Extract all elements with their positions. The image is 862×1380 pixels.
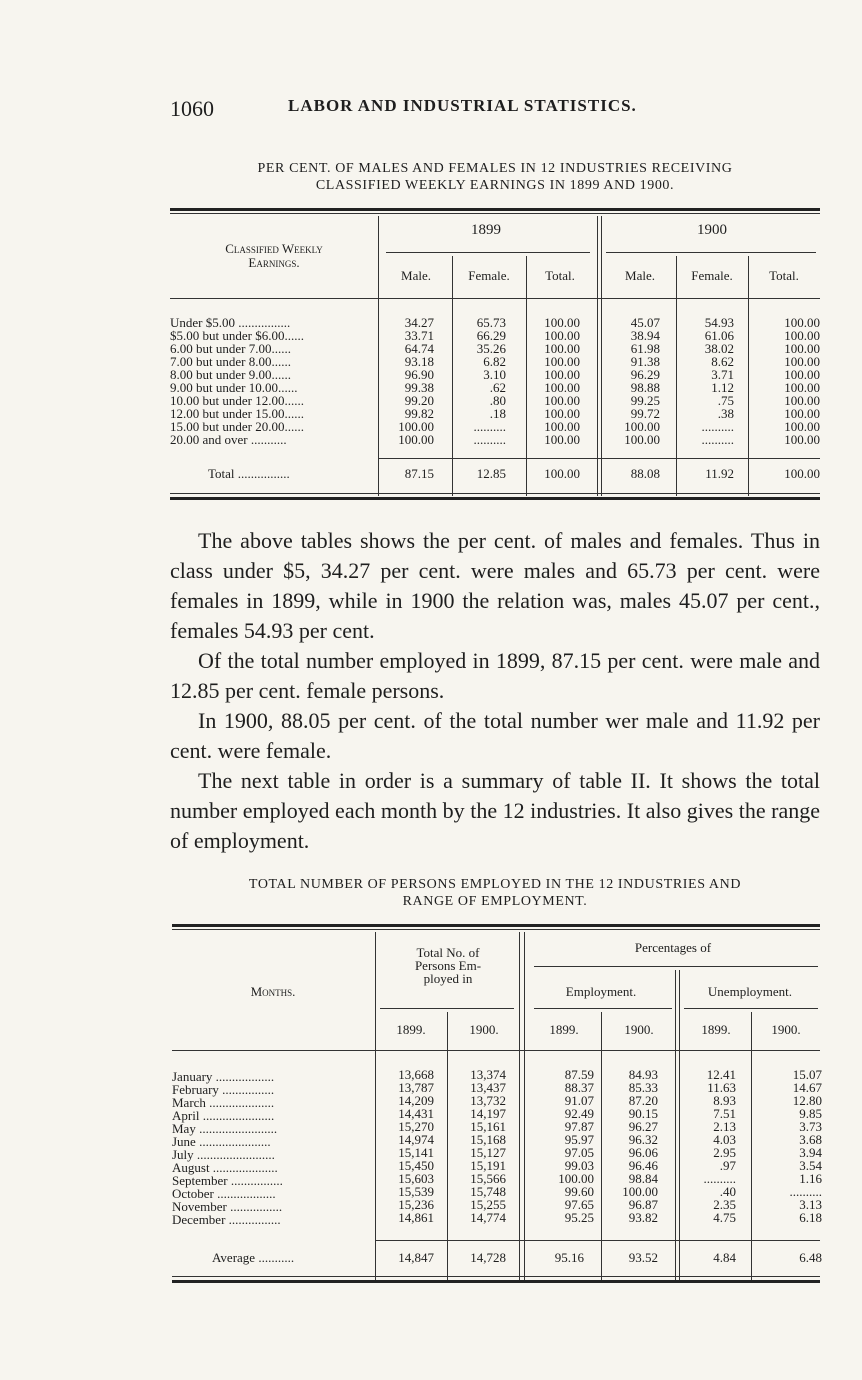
table1-total-t99: 100.00	[544, 466, 580, 481]
table1-year1-underline	[386, 252, 590, 253]
table2-cell: 100.00	[622, 1184, 658, 1199]
table2-cell: .97	[719, 1158, 736, 1173]
table1-cell: 8.62	[711, 354, 734, 369]
table2-col-n00: 1900.	[469, 1022, 499, 1037]
table2-cell: 15,603	[398, 1171, 434, 1186]
table2-cell: 14,974	[398, 1132, 434, 1147]
table1-cell: .75	[717, 393, 734, 408]
table1-total-m99: 87.15	[404, 466, 434, 481]
table1-total-t00: 100.00	[784, 466, 820, 481]
table2-cell: 15,168	[470, 1132, 506, 1147]
table2-col-e00: 1900.	[624, 1022, 654, 1037]
table1-cell: 54.93	[704, 315, 734, 330]
table2-cell: 15,748	[470, 1184, 506, 1199]
table1-cell: 100.00	[544, 315, 580, 330]
table2-cell: 1.16	[799, 1171, 822, 1186]
table1-cell: 34.27	[404, 315, 434, 330]
running-title: LABOR AND INDUSTRIAL STATISTICS.	[288, 96, 637, 115]
table2-caption-line2: RANGE OF EMPLOYMENT.	[402, 894, 588, 909]
table1-col-f99	[454, 316, 506, 446]
table2-row-label: May ........................	[172, 1121, 278, 1136]
table1-cell: 99.38	[404, 380, 434, 395]
table2-row-label: January ..................	[172, 1069, 275, 1084]
table1-cell: 100.00	[544, 367, 580, 382]
table2-cell: 15,161	[470, 1119, 506, 1134]
table2-cell: 13,437	[470, 1080, 506, 1095]
table1-row-label: 6.00 but under 7.00......	[170, 341, 291, 356]
table2-col-e99-values	[526, 1068, 594, 1224]
table1-row-label: 9.00 but under 10.00......	[170, 380, 298, 395]
table1-col-total-1900: Total.	[769, 268, 799, 283]
table1-total-f99: 12.85	[476, 466, 506, 481]
table2-row-label: June ......................	[172, 1134, 271, 1149]
table1-col-t99	[526, 316, 580, 446]
table1-cell: 96.29	[630, 367, 660, 382]
table2-cell: 12.41	[706, 1067, 736, 1082]
table2-row-label: August ....................	[172, 1160, 278, 1175]
paragraph-2: Of the total number employed in 1899, 87.15 per cent. were male and 12.85 per cent. female persons.	[170, 648, 820, 703]
table1-cell: 100.00	[784, 341, 820, 356]
table1-cell: 99.82	[404, 406, 434, 421]
table2-col-e00-values	[602, 1068, 658, 1224]
table1-cell: 100.00	[544, 419, 580, 434]
table2-cell: 15,270	[398, 1119, 434, 1134]
table1-col-female-1900: Female.	[691, 268, 733, 283]
table2-cell: 9.85	[799, 1106, 822, 1121]
table1-cell: 61.98	[630, 341, 660, 356]
table1-cell: ..........	[701, 432, 734, 447]
table2-col-n99: 1899.	[396, 1022, 426, 1037]
table2-stub-header: Months.	[250, 984, 296, 999]
table1-cell: 100.00	[784, 380, 820, 395]
table1-cell: 64.74	[404, 341, 434, 356]
table2-cell: 13,787	[398, 1080, 434, 1095]
table1-cell: 100.00	[544, 341, 580, 356]
table2-cell: 88.37	[564, 1080, 594, 1095]
table2-bottom-rule-inner	[172, 1276, 820, 1277]
table1-cell: 100.00	[624, 419, 660, 434]
table1-row-label: Under $5.00 ................	[170, 315, 291, 330]
table2-cell: 15,539	[398, 1184, 434, 1199]
table2-average-n99: 14,847	[398, 1250, 434, 1265]
table2-cell: 14,197	[470, 1106, 506, 1121]
table2-cell: 13,732	[470, 1093, 506, 1108]
table2-cell: 6.18	[799, 1210, 822, 1225]
table1-caption-line1: PER CENT. OF MALES AND FEMALES IN 12 INDUSTRIES RECEIVING	[257, 161, 733, 176]
table1-top-rule	[170, 208, 820, 211]
table1-cell: 93.18	[404, 354, 434, 369]
table2-cell: 87.59	[564, 1067, 594, 1082]
table2-cell: 3.94	[799, 1145, 822, 1160]
table1-cell: 3.10	[483, 367, 506, 382]
table2-cell: 2.95	[713, 1145, 736, 1160]
table2-cell: 11.63	[707, 1080, 736, 1095]
table2-cell: 3.68	[799, 1132, 822, 1147]
table2-average-n00: 14,728	[470, 1250, 506, 1265]
table2-col-u99-values	[680, 1068, 736, 1224]
table2-top-rule-inner	[172, 929, 820, 930]
table2-row-label: March ....................	[172, 1095, 275, 1110]
page-number: 1060	[170, 96, 214, 121]
table2-group1-line2: Persons Em-	[414, 958, 482, 973]
table1-bottom-rule	[170, 497, 820, 500]
table1-col-total-1899: Total.	[545, 268, 575, 283]
table2-cell: 15,127	[470, 1145, 506, 1160]
table2-cell: 96.46	[628, 1158, 658, 1173]
table2-cell: 93.82	[628, 1210, 658, 1225]
table1-cell: 65.73	[476, 315, 506, 330]
table1-cell: 33.71	[404, 328, 434, 343]
table1-cell: 100.00	[544, 393, 580, 408]
table2-cell: 7.51	[713, 1106, 736, 1121]
body-text	[170, 526, 820, 856]
table2-cell: 8.93	[713, 1093, 736, 1108]
table1-cell: .18	[489, 406, 506, 421]
table2-cell: 4.75	[713, 1210, 736, 1225]
table2-cell: 15,450	[398, 1158, 434, 1173]
table2-employment-underline	[534, 1008, 672, 1009]
table2-average-label: Average ...........	[212, 1250, 295, 1265]
table2-cell: 15,191	[470, 1158, 506, 1173]
table2-bottom-rule	[172, 1280, 820, 1283]
table1-cell: 98.88	[630, 380, 660, 395]
table2-cell: 96.32	[628, 1132, 658, 1147]
table2-cell: 13,668	[398, 1067, 434, 1082]
table2-cell: 95.25	[564, 1210, 594, 1225]
table2-cell: 98.84	[628, 1171, 658, 1186]
table1-vline-1	[452, 256, 453, 496]
table1-cell: 100.00	[784, 419, 820, 434]
table2-row-label: July ........................	[172, 1147, 275, 1162]
table2-vline-2a	[519, 932, 520, 1280]
table2-col-n99-values	[376, 1068, 434, 1224]
table1-cell: 99.72	[630, 406, 660, 421]
table1-cell: .62	[489, 380, 506, 395]
table1-total-m00: 88.08	[630, 466, 660, 481]
table1-year-1899: 1899	[471, 222, 501, 238]
table1-stub-header-line1: Classified Weekly	[225, 241, 323, 256]
table2-average-e00: 93.52	[628, 1250, 658, 1265]
table2-group1-line1: Total No. of	[416, 945, 480, 960]
table2-row-label: November ................	[172, 1199, 283, 1214]
table1-col-male-1899: Male.	[401, 268, 431, 283]
table1-stub-header	[170, 242, 378, 270]
table2-caption	[170, 876, 820, 910]
table1-cell: 100.00	[398, 432, 434, 447]
table2-vline-2b	[524, 932, 525, 1280]
table2-cell: 14,774	[470, 1210, 506, 1225]
table1-cell: 38.94	[630, 328, 660, 343]
table1-row-label: 15.00 but under 20.00......	[170, 419, 304, 434]
table2-col-u00: 1900.	[771, 1022, 801, 1037]
table1-cell: 100.00	[784, 367, 820, 382]
table1-row-label: 8.00 but under 9.00......	[170, 367, 291, 382]
table1-row-label: 20.00 and over ...........	[170, 432, 287, 447]
table1-total-label: Total ................	[208, 466, 290, 481]
table1-cell: 91.38	[630, 354, 660, 369]
table2-unemployment-underline	[684, 1008, 818, 1009]
table1-cell: 35.26	[476, 341, 506, 356]
table1-cell: 100.00	[784, 406, 820, 421]
table1-year-1900: 1900	[697, 222, 727, 238]
table2-cell: 99.60	[564, 1184, 594, 1199]
table1-vline-3a	[597, 216, 598, 496]
table2-cell: 3.13	[799, 1197, 822, 1212]
table1-cell: 3.71	[711, 367, 734, 382]
table2-group2-underline	[534, 966, 818, 967]
table2-col-e99: 1899.	[549, 1022, 579, 1037]
table1-cell: 100.00	[784, 432, 820, 447]
table1-cell: ..........	[473, 419, 506, 434]
table2-cell: 15,141	[398, 1145, 434, 1160]
table2-col-u99: 1899.	[701, 1022, 731, 1037]
table2-cell: 87.20	[628, 1093, 658, 1108]
table2-cell: 97.05	[564, 1145, 594, 1160]
table1-bottom-rule-inner	[170, 493, 820, 494]
table2-cell: 14,209	[398, 1093, 434, 1108]
table2-col-n00-values	[448, 1068, 506, 1224]
table2-cell: ..........	[703, 1171, 736, 1186]
table2-row-label: February ................	[172, 1082, 275, 1097]
table2-cell: 3.54	[799, 1158, 822, 1173]
table1-cell: 100.00	[544, 432, 580, 447]
table1-col-f00	[676, 316, 734, 446]
table1-header-rule	[170, 298, 820, 299]
table1-row-label: 12.00 but under 15.00......	[170, 406, 304, 421]
table2-cell: 3.73	[799, 1119, 822, 1134]
table1-cell: 100.00	[544, 354, 580, 369]
table2-cell: 15,255	[470, 1197, 506, 1212]
table1-cell: 100.00	[784, 328, 820, 343]
table2-cell: 96.27	[628, 1119, 658, 1134]
table2-cell: 14,431	[398, 1106, 434, 1121]
table1-cell: 100.00	[784, 354, 820, 369]
table1-col-t00	[748, 316, 820, 446]
table2-cell: 2.13	[713, 1119, 736, 1134]
table1-cell: 45.07	[630, 315, 660, 330]
table2-cell: 15,236	[398, 1197, 434, 1212]
table2-header-rule	[172, 1050, 820, 1051]
table1-cell: 1.12	[711, 380, 734, 395]
paragraph-3: In 1900, 88.05 per cent. of the total number wer male and 11.92 per cent. were female.	[170, 708, 820, 763]
table2-cell: 15.07	[792, 1067, 822, 1082]
table2-average-u99: 4.84	[713, 1250, 736, 1265]
table2-cell: 14.67	[792, 1080, 822, 1095]
table1-cell: 100.00	[544, 328, 580, 343]
table2-row-label: October ..................	[172, 1186, 276, 1201]
table1-cell: 100.00	[784, 393, 820, 408]
table2-cell: 95.97	[564, 1132, 594, 1147]
table2-cell: 97.65	[564, 1197, 594, 1212]
table1-cell: 6.82	[483, 354, 506, 369]
table2-cell: 85.33	[628, 1080, 658, 1095]
table1-cell: .80	[489, 393, 506, 408]
table2-cell: 99.03	[564, 1158, 594, 1173]
table2-caption-line1: TOTAL NUMBER OF PERSONS EMPLOYED IN THE 12 INDUSTRIES AND	[248, 877, 742, 892]
table2-cell: ..........	[789, 1184, 822, 1199]
table2-row-labels	[172, 1070, 372, 1226]
table2-col-u00-values	[752, 1068, 822, 1224]
table2-cell: 2.35	[713, 1197, 736, 1212]
table1-cell: ..........	[701, 419, 734, 434]
table2-cell: .40	[719, 1184, 736, 1199]
table2-cell: 100.00	[558, 1171, 594, 1186]
paragraph-4: The next table in order is a summary of table II. It shows the total number employed each month by the 12 industries. It also gives the range of employment.	[170, 768, 820, 853]
table2-row-label: December ................	[172, 1212, 281, 1227]
table2-cell: 12.80	[792, 1093, 822, 1108]
table1-cell: 38.02	[704, 341, 734, 356]
paragraph-1: The above tables shows the per cent. of males and females. Thus in class under $5, 34.27 per cent. were males and 65.73 per cent. were females in 1899, while in 1900 the relation was, males 45.07 per cent., females 54.93 per cent.	[170, 528, 820, 643]
table1-cell: 96.90	[404, 367, 434, 382]
table1-total-rule	[378, 458, 820, 459]
table2-cell: 96.87	[628, 1197, 658, 1212]
table1-row-label: 10.00 but under 12.00......	[170, 393, 304, 408]
table1-cell: 100.00	[624, 432, 660, 447]
table1-cell: 100.00	[544, 380, 580, 395]
table1-caption	[170, 160, 820, 194]
table2-cell: 96.06	[628, 1145, 658, 1160]
table2-sub-unemployment: Unemployment.	[707, 984, 793, 999]
table1-year2-underline	[606, 252, 816, 253]
table1-row-labels	[170, 316, 376, 446]
table2-cell: 4.03	[713, 1132, 736, 1147]
table1-cell: 99.20	[404, 393, 434, 408]
table2-row-label: September ................	[172, 1173, 283, 1188]
table1-cell: 99.25	[630, 393, 660, 408]
table1-cell: ..........	[473, 432, 506, 447]
table2-average-e99: 95.16	[554, 1250, 584, 1265]
table1-cell: 100.00	[784, 315, 820, 330]
table2-cell: 15,566	[470, 1171, 506, 1186]
table1-row-label: 7.00 but under 8.00......	[170, 354, 291, 369]
table2-row-label: April ......................	[172, 1108, 275, 1123]
table2-group1-header	[378, 946, 518, 985]
table1-vline-stub	[378, 216, 379, 496]
table2-cell: 97.87	[564, 1119, 594, 1134]
table2-top-rule	[172, 924, 820, 927]
table2-group1-underline	[380, 1008, 514, 1009]
table1-col-m00	[604, 316, 660, 446]
table1-col-male-1900: Male.	[625, 268, 655, 283]
table1-total-f00: 11.92	[705, 466, 734, 481]
table2-cell: 84.93	[628, 1067, 658, 1082]
table2-cell: 91.07	[564, 1093, 594, 1108]
table1-stub-header-line2: Earnings.	[248, 255, 300, 270]
table2-cell: 92.49	[564, 1106, 594, 1121]
table1-cell: .38	[717, 406, 734, 421]
table2-cell: 14,861	[398, 1210, 434, 1225]
table2-average-u00: 6.48	[799, 1250, 822, 1265]
table1-caption-line2: CLASSIFIED WEEKLY EARNINGS IN 1899 AND 1900.	[315, 178, 675, 193]
table1-cell: 66.29	[476, 328, 506, 343]
table2-vline-4a	[675, 970, 676, 1280]
table2-average-rule	[375, 1240, 820, 1241]
table2-group2-header: Percentages of	[634, 940, 712, 955]
table2-sub-employment: Employment.	[565, 984, 637, 999]
table2-group1-line3: ployed in	[423, 971, 473, 986]
table1-cell: 100.00	[398, 419, 434, 434]
table1-vline-3b	[601, 216, 602, 496]
table1-col-female-1899: Female.	[468, 268, 510, 283]
table1-cell: 100.00	[544, 406, 580, 421]
table1-top-rule-inner	[170, 213, 820, 214]
table2-cell: 90.15	[628, 1106, 658, 1121]
table2-cell: 13,374	[470, 1067, 506, 1082]
table1-row-label: $5.00 but under $6.00......	[170, 328, 304, 343]
table1-cell: 61.06	[704, 328, 734, 343]
table1-col-m99	[380, 316, 434, 446]
